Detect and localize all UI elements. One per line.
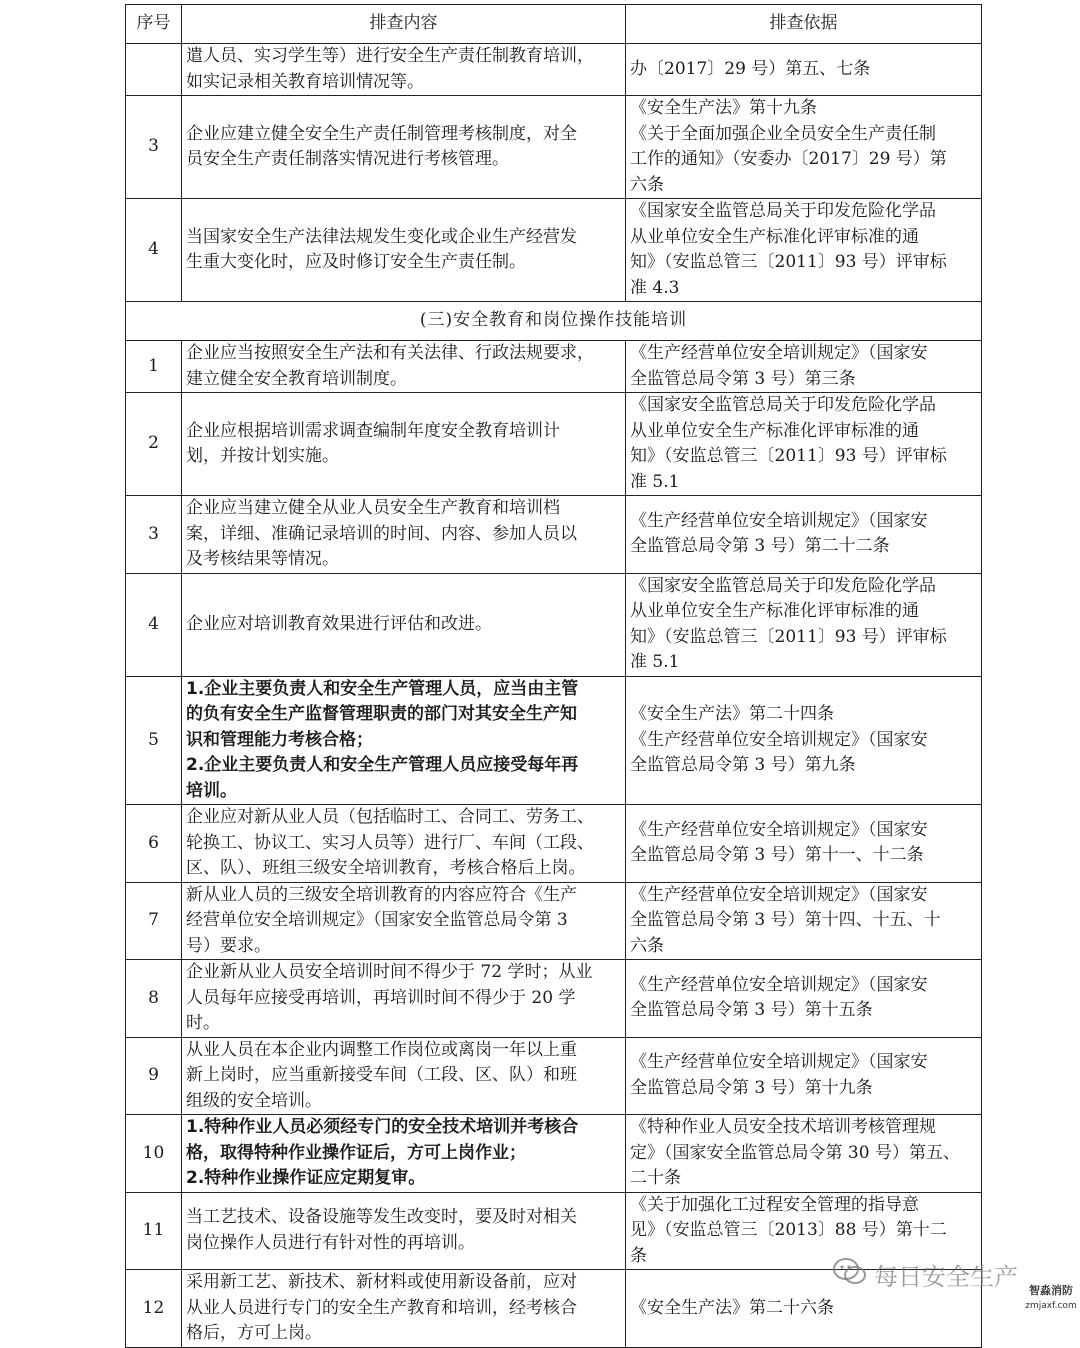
content-line: 新上岗时，应当重新接受车间（工段、区、队）和班 [186, 1065, 577, 1085]
content-line: 建立健全安全教育培训制度。 [186, 368, 407, 389]
content-line: 培训。 [186, 780, 237, 801]
row-number: 5 [126, 676, 182, 805]
table-row [126, 573, 982, 676]
basis-line: 《关于加强化工过程安全管理的指导意 [630, 1194, 919, 1215]
content-line: 组级的安全培训。 [186, 1090, 322, 1111]
content-line: 2.企业主要负责人和安全生产管理人员应接受每年再 [186, 755, 579, 775]
inspection-basis [626, 1115, 982, 1193]
basis-line: 全监管总局令第 3 号）第十一、十二条 [630, 845, 924, 866]
table-row [126, 882, 982, 960]
basis-line: 《生产经营单位安全培训规定》（国家安 [630, 1052, 928, 1073]
row-number: 2 [126, 393, 182, 496]
table-row [126, 1037, 982, 1115]
inspection-basis [626, 882, 982, 960]
table-body [126, 44, 982, 1348]
header-num: 序号 [126, 5, 182, 44]
table-row [126, 496, 982, 574]
basis-line: 《国家安全监管总局关于印发危险化学品 [630, 201, 936, 221]
basis-line: 《生产经营单位安全培训规定》（国家安 [630, 819, 928, 840]
basis-line: 《特种作业人员安全技术培训考核管理规 [630, 1117, 936, 1137]
basis-line: 知》（安监总管三〔2011〕93 号）评审标 [630, 252, 947, 272]
table-row [126, 393, 982, 496]
watermark-text: 每日安全生产 [874, 1263, 1018, 1291]
content-line: 从业人员进行专门的安全生产教育和培训，经考核合 [186, 1297, 577, 1318]
inspection-content [182, 1270, 626, 1348]
basis-line: 从业单位安全生产标准化评审标准的通 [630, 420, 919, 441]
row-number: 3 [126, 96, 182, 199]
basis-line: 全监管总局令第 3 号）第十四、十五、十 [630, 910, 941, 930]
content-line: 企业应当按照安全生产法和有关法律、行政法规要求， [186, 343, 594, 363]
content-line: 的负有安全生产监督管理职责的部门对其安全生产知 [186, 704, 577, 724]
content-line: 企业应对新从业人员（包括临时工、合同工、劳务工、 [186, 807, 594, 827]
row-number: 4 [126, 573, 182, 676]
basis-line: 全监管总局令第 3 号）第三条 [630, 368, 856, 389]
content-line: 企业应当建立健全从业人员安全生产教育和培训档 [186, 498, 560, 518]
inspection-basis [626, 1037, 982, 1115]
inspection-basis [626, 805, 982, 883]
table-header-row [126, 5, 982, 44]
basis-line: 《生产经营单位安全培训规定》（国家安 [630, 510, 928, 531]
inspection-content [182, 44, 626, 96]
basis-line: 全监管总局令第 3 号）第十五条 [630, 1000, 873, 1021]
inspection-content [182, 496, 626, 574]
basis-line: 见》（安监总管三〔2013〕88 号）第十二 [630, 1220, 947, 1240]
table-row [126, 44, 982, 96]
table-row [126, 1115, 982, 1193]
row-number: 8 [126, 960, 182, 1038]
row-number: 12 [126, 1270, 182, 1348]
table-row [126, 341, 982, 393]
logo-name: 智淼消防 [1029, 1284, 1073, 1297]
content-line: 案，详细、准确记录培训的时间、内容、参加人员以 [186, 523, 577, 544]
content-line: 遣人员、实习学生等）进行安全生产责任制教育培训， [186, 46, 594, 66]
table-row [126, 96, 982, 199]
inspection-content [182, 1037, 626, 1115]
basis-line: 办〔2017〕29 号）第五、七条 [630, 58, 871, 79]
content-line: 区、队）、班组三级安全培训教育，考核合格后上岗。 [186, 858, 586, 878]
content-line: 1.特种作业人员必须经专门的安全技术培训并考核合 [186, 1117, 579, 1137]
basis-line: 准 4.3 [630, 277, 680, 298]
basis-line: 从业单位安全生产标准化评审标准的通 [630, 601, 919, 621]
basis-line: 《生产经营单位安全培训规定》（国家安 [630, 974, 928, 995]
content-line: 从业人员在本企业内调整工作岗位或离岗一年以上重 [186, 1039, 577, 1060]
row-number: 10 [126, 1115, 182, 1193]
content-line: 当工艺技术、设备设施等发生改变时，要及时对相关 [186, 1207, 577, 1228]
content-line: 员安全生产责任制落实情况进行考核管理。 [186, 149, 509, 169]
inspection-basis [626, 199, 982, 302]
basis-line: 准 5.1 [630, 471, 680, 492]
inspection-basis [626, 96, 982, 199]
row-number: 11 [126, 1192, 182, 1270]
content-line: 生重大变化时，应及时修订安全生产责任制。 [186, 252, 526, 272]
inspection-content [182, 960, 626, 1038]
basis-line: 《生产经营单位安全培训规定》（国家安 [630, 343, 928, 363]
content-line: 企业应对培训教育效果进行评估和改进。 [186, 613, 492, 634]
content-line: 新从业人员的三级安全培训教育的内容应符合《生产 [186, 884, 577, 905]
inspection-basis [626, 960, 982, 1038]
row-number: 6 [126, 805, 182, 883]
content-line: 2.特种作业操作证应定期复审。 [186, 1168, 426, 1188]
inspection-basis [626, 393, 982, 496]
inspection-content [182, 573, 626, 676]
inspection-content [182, 882, 626, 960]
content-line: 1.企业主要负责人和安全生产管理人员，应当由主管 [186, 678, 579, 699]
basis-line: 六条 [630, 935, 664, 956]
basis-line: 全监管总局令第 3 号）第二十二条 [630, 536, 890, 557]
content-line: 人员每年应接受再培训，再培训时间不得少于 20 学 [186, 987, 576, 1008]
content-line: 格，取得特种作业操作证后，方可上岗作业； [186, 1142, 526, 1163]
row-number [126, 44, 182, 96]
basis-line: 《关于全面加强企业全员安全生产责任制 [630, 123, 936, 144]
table-row [126, 676, 982, 805]
content-line: 企业新从业人员安全培训时间不得少于 72 学时；从业 [186, 962, 593, 982]
header-basis: 排查依据 [626, 5, 982, 44]
table-row [126, 199, 982, 302]
inspection-content [182, 1192, 626, 1270]
basis-line: 知》（安监总管三〔2011〕93 号）评审标 [630, 446, 947, 466]
basis-line: 六条 [630, 174, 664, 195]
basis-line: 《安全生产法》第十九条 [630, 98, 817, 118]
content-line: 岗位操作人员进行有针对性的再培训。 [186, 1232, 475, 1253]
table-row [126, 960, 982, 1038]
basis-line: 条 [630, 1245, 647, 1266]
basis-line: 全监管总局令第 3 号）第十九条 [630, 1077, 873, 1098]
inspection-content [182, 676, 626, 805]
inspection-basis [626, 341, 982, 393]
basis-line: 《国家安全监管总局关于印发危险化学品 [630, 575, 936, 596]
row-number: 3 [126, 496, 182, 574]
header-content: 排查内容 [182, 5, 626, 44]
inspection-content [182, 199, 626, 302]
basis-line: 定》（国家安全监管总局令第 30 号）第五、 [630, 1142, 960, 1163]
watermark [812, 1255, 1080, 1319]
site-logo [1022, 1283, 1080, 1317]
content-line: 格后，方可上岗。 [186, 1323, 322, 1343]
content-line: 及考核结果等情况。 [186, 549, 339, 569]
inspection-content [182, 1115, 626, 1193]
row-number: 9 [126, 1037, 182, 1115]
basis-line: 工作的通知》（安委办〔2017〕29 号）第 [630, 149, 947, 169]
logo-url: zmjaxf.com [1025, 1301, 1077, 1311]
basis-line: 《国家安全监管总局关于印发危险化学品 [630, 395, 936, 415]
row-number: 7 [126, 882, 182, 960]
basis-line: 准 5.1 [630, 652, 680, 672]
inspection-table [125, 4, 982, 1348]
content-line: 企业应建立健全安全生产责任制管理考核制度，对全 [186, 123, 577, 144]
basis-line: 《生产经营单位安全培训规定》（国家安 [630, 729, 928, 750]
basis-line: 知》（安监总管三〔2011〕93 号）评审标 [630, 626, 947, 647]
inspection-basis [626, 676, 982, 805]
basis-line: 全监管总局令第 3 号）第九条 [630, 755, 856, 775]
basis-line: 从业单位安全生产标准化评审标准的通 [630, 226, 919, 247]
content-line: 时。 [186, 1013, 220, 1033]
basis-line: 《生产经营单位安全培训规定》（国家安 [630, 884, 928, 905]
inspection-basis [626, 496, 982, 574]
basis-line: 《安全生产法》第二十六条 [630, 1297, 834, 1318]
content-line: 企业应根据培训需求调查编制年度安全教育培训计 [186, 420, 560, 441]
content-line: 划，并按计划实施。 [186, 446, 339, 466]
content-line: 号）要求。 [186, 935, 271, 956]
row-number: 4 [126, 199, 182, 302]
inspection-content [182, 96, 626, 199]
basis-line: 《安全生产法》第二十四条 [630, 704, 834, 724]
inspection-content [182, 341, 626, 393]
wechat-icon [832, 1257, 868, 1287]
content-line: 经营单位安全培训规定》（国家安全监管总局令第 3 [186, 910, 568, 930]
content-line: 轮换工、协议工、实习人员等）进行厂、车间（工段、 [186, 832, 594, 853]
inspection-basis [626, 573, 982, 676]
table-row [126, 805, 982, 883]
row-number: 1 [126, 341, 182, 393]
section-title: (三)安全教育和岗位操作技能培训 [126, 302, 982, 341]
inspection-content [182, 805, 626, 883]
content-line: 识和管理能力考核合格； [186, 729, 373, 750]
inspection-content [182, 393, 626, 496]
content-line: 如实记录相关教育培训情况等。 [186, 71, 424, 92]
basis-line: 二十条 [630, 1168, 681, 1188]
content-line: 采用新工艺、新技术、新材料或使用新设备前，应对 [186, 1272, 577, 1292]
content-line: 当国家安全生产法律法规发生变化或企业生产经营发 [186, 226, 577, 247]
inspection-basis [626, 44, 982, 96]
section-row [126, 302, 982, 341]
